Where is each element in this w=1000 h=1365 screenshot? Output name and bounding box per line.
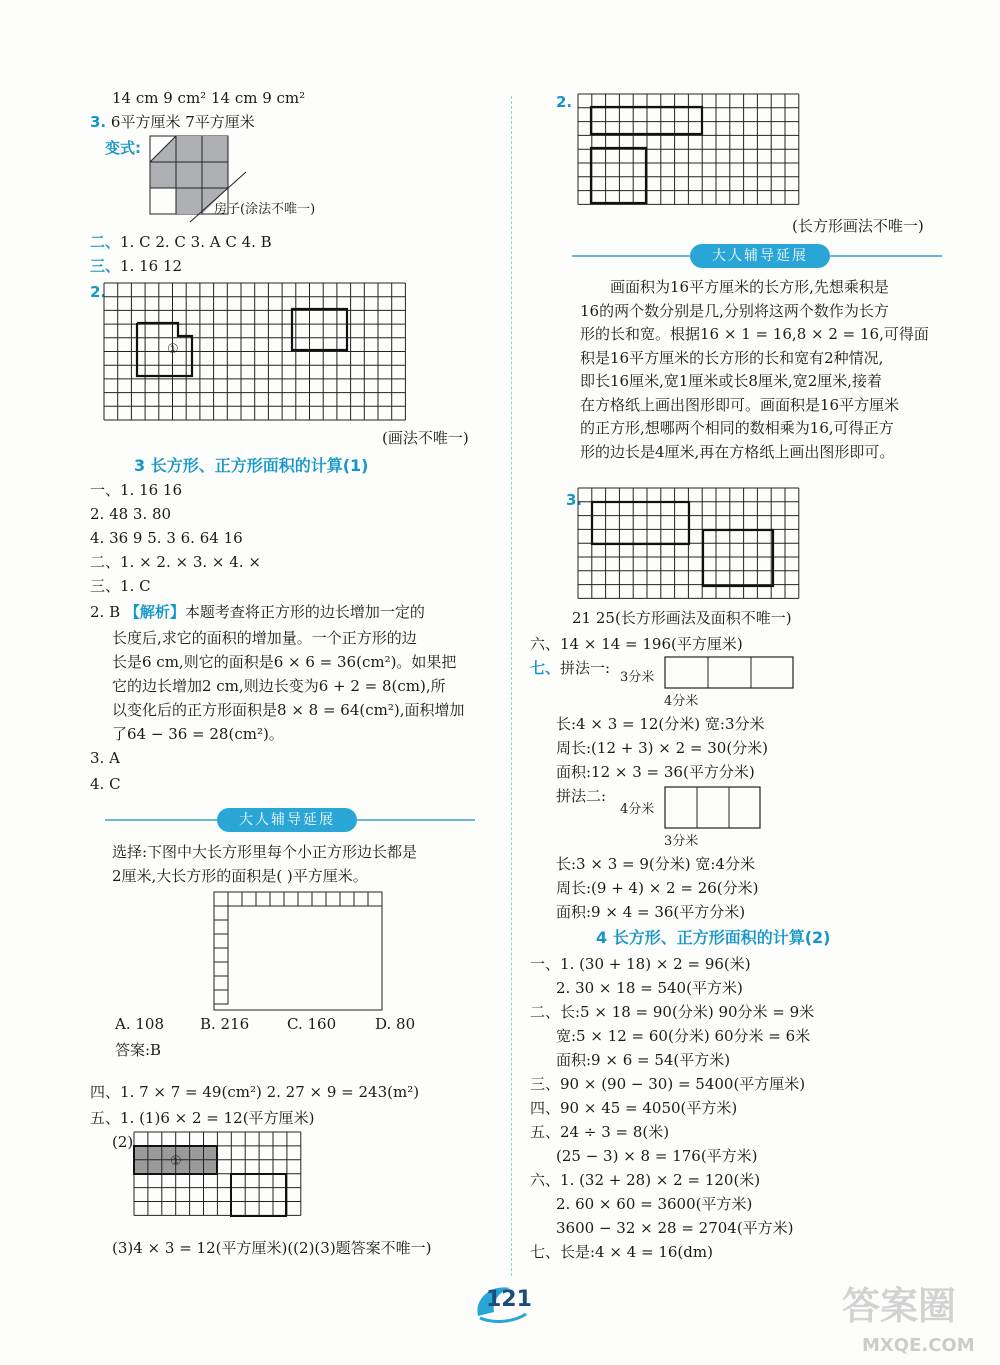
r-q2-number: 2. [556,93,573,111]
p2-side-label: 4分米 [620,802,655,817]
grid-q2-left [104,282,408,424]
r-q3-note: 21 25(长方形画法及面积不唯一) [572,609,792,627]
left-q3: 3. 6平方厘米 7平方厘米 [90,113,255,131]
s3-s4: 4. C [90,775,121,793]
column-divider [511,96,512,1276]
r-q2-note: (长方形画法不唯一) [792,217,924,235]
option-b: B. 216 [200,1015,250,1033]
p2-bottom-label: 3分米 [664,834,699,849]
pinfa-2-figure [665,786,765,830]
r-q3-number: 3. [566,491,583,509]
s3-s1: 三、1. C [90,577,151,595]
watermark-url: MXQE.COM [862,1335,975,1356]
section-four-answers: 四、1. 7 × 7 = 49(cm²) 2. 27 × 9 = 243(m²) [90,1083,420,1101]
r-liu: 六、14 × 14 = 196(平方厘米) [530,635,743,653]
section-two-answers: 二、1. C 2. C 3. A C 4. B [90,233,272,251]
option-c: C. 160 [287,1015,337,1033]
s3-explanation: 长度后,求它的面积的增加量。一个正方形的边 长是6 cm,则它的面积是6 × 6 = 36(cm²)。如果把 它的边长增加2 cm,则边长变为6 + 2 = 8(cm),所 以变化后的正方形面积是8 × 8 = 64(cm²),面积增加 了64 − 36 = 28(cm²)。 [112,629,465,743]
s3-y2: 2. 48 3. 80 [90,505,172,523]
left-line-1: 14 cm 9 cm² 14 cm 9 cm² [112,89,306,107]
s3-y3: 4. 36 9 5. 3 6. 64 16 [90,529,243,547]
extension-answer: 答案:B [115,1041,162,1059]
section-4-answers: 一、1. (30 + 18) × 2 = 96(米) 2. 30 × 18 = 540(平方米) 二、长:5 × 18 = 90(分米) 90分米 = 9米 宽:5 × 12 = 60(分米) 60分米 = 6米 面积:9 × 6 = 54(平方米) 三、90 × (90 − 30) = 5400(平方厘米) 四、90 × 45 = 4050(平方米) 五、24 ÷ 3 = 8(米) (25 − 3) × 8 = 176(平方米) 六、1. (32 + 28) × 2 = 120(米) 2. 60 × 60 = 3600(平方米) 3600 − 32 × 28 = 2704(平方米) 七、长是:4 × 4 = 16(dm) [530,955,815,1261]
p1-bottom-label: 4分米 [664,694,699,709]
section-five-q1: 五、1. (1)6 × 2 = 12(平方厘米) [90,1109,315,1127]
r-explanation: 画面积为16平方厘米的长方形,先想乘积是 16的两个数分别是几,分别将这两个数作为长方 形的长和宽。根据16 × 1 = 16,8 × 2 = 16,可得面 积是16平方厘米的长方形的长和宽有2种情况, 即长16厘米,宽1厘米或长8厘米,宽2厘米,接着 在方格纸上画出图形即可。画面积是16平方厘米 的正方形,想哪两个相同的数相乘为16,可得正方 形的边长是4厘米,再在方格纸上画出图形即可。 [580,278,929,461]
s3-e1: 二、1. × 2. × 3. × 4. × [90,553,261,571]
r-pinfa-2: 拼法二: [556,787,607,805]
variant-label: 变式: [105,139,141,157]
r-qi-pinfa-1: 七、拼法一: [530,659,611,677]
s3-s3: 3. A [90,749,120,767]
watermark-logo: 答案圈 [842,1284,957,1328]
grid-r-q2 [578,94,802,208]
q2-number: 2. [90,283,107,301]
section-3-title: 3 长方形、正方形面积的计算(1) [134,456,369,475]
banner-left: 大人辅导延展 [105,808,475,832]
grid-mark: ① [167,342,179,357]
pinfa-1-calc: 长:4 × 3 = 12(分米) 宽:3分米 周长:(12 + 3) × 2 = 30(分米) 面积:12 × 3 = 36(平方分米) [556,715,769,781]
pinfa-1-figure [665,656,795,690]
option-d: D. 80 [375,1015,416,1033]
s3-y1: 一、1. 16 16 [90,481,183,499]
p1-side-label: 3分米 [620,670,655,685]
section-five-q2-label: (2) [112,1133,134,1151]
s3-s2-head: 2. B 【解析】本题考查将正方形的边长增加一定的 [90,603,425,621]
grid-r-q3 [578,488,802,602]
pinfa-2-calc: 长:3 × 3 = 9(分米) 宽:4分米 周长:(9 + 4) × 2 = 26(分米) 面积:9 × 4 = 36(平方分米) [556,855,759,921]
extension-question: 选择:下图中大长方形里每个小正方形边长都是 2厘米,大长方形的面积是( )平方厘米。 [112,843,418,885]
section-4-title: 4 长方形、正方形面积的计算(2) [596,928,831,947]
banner-right: 大人辅导延展 [572,244,942,268]
extension-figure [214,892,384,1012]
section-three-answers: 三、1. 16 12 [90,257,183,275]
note-drawing: (画法不唯一) [382,429,469,447]
q5-mark: ① [170,1154,182,1169]
section-five-q3: (3)4 × 3 = 12(平方厘米)((2)(3)题答案不唯一) [112,1239,432,1257]
option-a: A. 108 [115,1015,164,1033]
page-number: 121 [486,1287,532,1312]
grid-q5 [134,1132,304,1222]
house-caption: 房子(涂法不唯一) [214,202,316,217]
